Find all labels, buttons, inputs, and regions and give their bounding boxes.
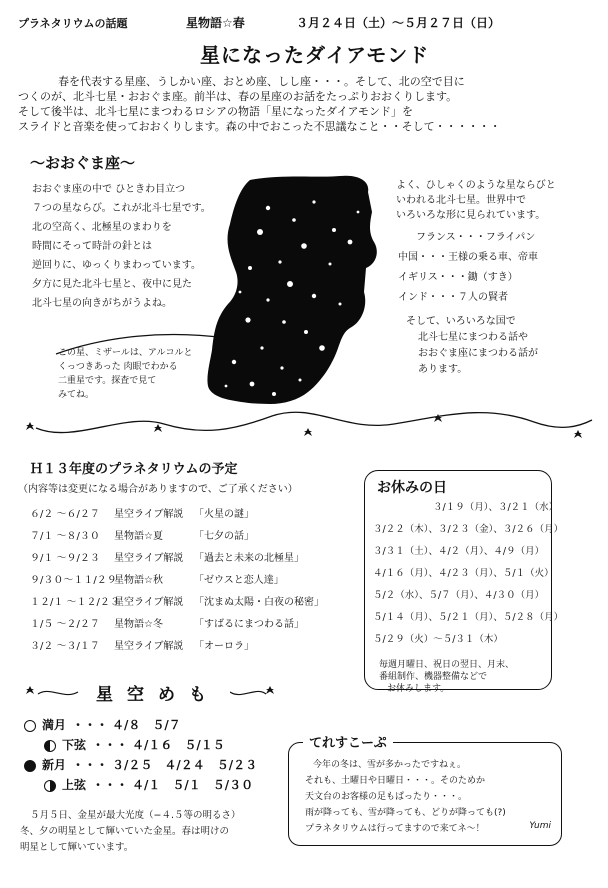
schedule-program: 「沈まぬ太陽・白夜の秘密」 — [194, 597, 324, 608]
schedule-period: ７/１ 〜８/３０ — [30, 531, 100, 542]
schedule-note: （内容等は変更になる場合がありますので、ご了承ください） — [18, 484, 298, 495]
schedule-row — [30, 640, 360, 662]
mizar-note — [58, 346, 192, 402]
mizar-line: みてね。 — [58, 390, 95, 400]
schedule-period: ９/１ 〜９/２３ — [30, 553, 100, 564]
ursa-right-line: いろいろな形に見られています。 — [396, 210, 546, 221]
last-quarter-moon-icon — [44, 740, 56, 752]
holiday-dates — [373, 499, 564, 653]
note-line: 天文台のお客様の足もぱったり・・・。 — [305, 792, 468, 802]
schedule-kind: 星物語☆夏 — [114, 531, 163, 542]
new-moon-icon — [24, 760, 36, 772]
moon-dates: ３/２５ ４/２４ ５/２３ — [112, 758, 258, 772]
star-icon — [434, 414, 442, 422]
schedule-row — [30, 596, 360, 618]
schedule-period: ９/３０〜１１/２９ — [30, 575, 117, 586]
closing-line: そして、いろいろな国で — [406, 316, 516, 327]
moon-row-full — [24, 716, 257, 736]
intro-line: スライドと音楽を使っておおくりします。森の中でおこった不思議なこと・・そして・・・・・・ — [18, 120, 501, 133]
mizar-line: くっつきあった 肉眼でわかる — [58, 362, 178, 372]
first-quarter-moon-icon — [44, 780, 56, 792]
schedule-period: ３/２ 〜３/１７ — [30, 641, 100, 652]
schedule-program: 「七夕の話」 — [194, 531, 254, 542]
header-topic: プラネタリウムの話題 — [18, 17, 128, 30]
note-line: 雨が降っても、雪が降っても、どりが降っても(?) — [305, 808, 506, 818]
schedule-program: 「火星の謎」 — [194, 509, 254, 520]
moon-row-new — [24, 756, 257, 776]
venus-line: ５月５日、金星が最大光度（−４.５等の明るさ） — [30, 810, 241, 821]
moon-dots: ・・・ — [72, 758, 109, 772]
telescope-note-title: てれすこーぷ — [303, 732, 393, 751]
holiday-date: ３/１９（月）、３/２１（水） — [433, 502, 559, 513]
holidays-footer — [379, 659, 549, 695]
ursa-right-line: いわれる北斗七星。世界中で — [396, 195, 526, 206]
schedule-row — [30, 574, 360, 596]
holiday-date: ３/２２（木）、３/２３（金）、３/２６（月） — [373, 524, 564, 535]
moon-label: 下弦 — [62, 738, 87, 752]
star-icon — [154, 424, 162, 432]
moon-dates: ４/８ ５/７ — [112, 718, 181, 732]
main-title: 星になったダイアモンド — [200, 43, 430, 67]
schedule-period: １/５ 〜２/２７ — [30, 619, 100, 630]
schedule-program: 「ゼウスと恋人達」 — [194, 575, 284, 586]
moon-row-last-quarter — [24, 736, 257, 756]
schedule-row — [30, 618, 360, 640]
ursa-right-text — [396, 178, 606, 223]
ursa-right-line: よく、ひしゃくのような星ならびと — [396, 180, 556, 191]
moon-dates: ４/１ ５/１ ５/３０ — [132, 778, 254, 792]
full-moon-icon — [24, 720, 36, 732]
ursa-line: おおぐま座の中で ひときわ目立つ — [32, 184, 186, 195]
moon-memo-title: 星空めも — [96, 685, 220, 705]
moon-label: 上弦 — [62, 778, 87, 792]
country-item: フランス・・・フライパン — [416, 232, 536, 243]
closing-line: 北斗七星にまつわる話や — [418, 332, 528, 343]
schedule-row — [30, 508, 360, 530]
closing-line: あります。 — [418, 364, 468, 375]
note-line: それも、土曜日や日曜日・・・。そのためか — [305, 776, 486, 786]
schedule-list — [30, 508, 360, 662]
moon-dates: ４/１６ ５/１５ — [132, 738, 225, 752]
ursa-line: 北の空高く、北極星のまわりを — [32, 222, 172, 233]
star-icon — [304, 428, 312, 436]
intro-line: そして後半は、北斗七星にまつわるロシアの物語「星になったダイアモンド」を — [18, 105, 414, 118]
ursa-line: 北斗七星の向きがちがうよね。 — [32, 298, 172, 309]
holidays-footer-line: 毎週月曜日、祝日の翌日、月末、 — [379, 660, 515, 670]
schedule-row — [30, 552, 360, 574]
moon-phases — [24, 716, 257, 796]
moon-dots: ・・・ — [72, 718, 109, 732]
ursa-line: ７つの星ならび。これが北斗七星です。 — [32, 203, 211, 214]
intro-line: つくのが、北斗七星・おおぐま座。前半は、春の星座のお話をたっぷりおおくりします。 — [18, 90, 458, 103]
schedule-kind: 星空ライブ解説 — [114, 553, 184, 564]
schedule-kind: 星物語☆秋 — [114, 575, 163, 586]
ursa-line: 逆回りに、ゆっくりまわっています。 — [32, 260, 201, 271]
schedule-kind: 星物語☆冬 — [114, 619, 163, 630]
holiday-date: ４/１６（月）、４/２３（月）、５/１（火） — [373, 568, 554, 579]
note-signature: Yumi — [529, 821, 551, 831]
note-line: 今年の冬は、雪が多かったですねぇ。 — [313, 760, 467, 770]
holiday-date: ３/３１（土）、４/２（月）、４/９（月） — [373, 546, 545, 557]
country-list — [398, 228, 608, 308]
holiday-date: ５/１４（月）、５/２１（月）、５/２８（月） — [373, 612, 564, 623]
holidays-box — [364, 470, 564, 694]
schedule-kind: 星空ライブ解説 — [114, 509, 184, 520]
star-icon — [574, 430, 582, 438]
holiday-date: ５/２９（火）〜５/３１（木） — [373, 634, 503, 645]
header-program: 星物語☆春 — [186, 16, 245, 30]
star-icon — [26, 422, 34, 430]
schedule-program: 「オーロラ」 — [194, 641, 254, 652]
schedule-program: 「過去と未来の北極星」 — [194, 553, 304, 564]
mizar-line: 二重星です。探査で見て — [58, 376, 157, 386]
mizar-line: この星、ミザールは、アルコルと — [58, 348, 193, 358]
venus-line: 冬、夕の明星として輝いていた金星。春は明けの — [20, 826, 230, 837]
telescope-note-body — [305, 757, 557, 837]
schedule-program: 「すばるにまつわる話」 — [194, 619, 304, 630]
moon-row-first-quarter — [24, 776, 257, 796]
holidays-title: お休みの日 — [377, 480, 447, 496]
schedule-title: Ｈ１３年度のプラネタリウムの予定 — [30, 462, 238, 477]
venus-line: 明星として輝いています。 — [20, 842, 134, 853]
ursa-line: 夕方に見た北斗七星と、夜中に見た — [32, 279, 192, 290]
ursa-major-starfield — [190, 172, 400, 408]
header-dates: ３月２４日（土）〜５月２７日（日） — [296, 16, 501, 30]
star-wave-left — [20, 682, 80, 704]
holidays-footer-line: 番組制作、機器整備などで — [379, 672, 488, 682]
holidays-footer-line: お休みします。 — [387, 684, 450, 694]
schedule-kind: 星空ライブ解説 — [114, 641, 184, 652]
moon-label: 新月 — [42, 758, 67, 772]
schedule-period: １２/１ 〜１２/２３ — [30, 597, 120, 608]
venus-note — [20, 808, 290, 856]
intro-text — [18, 74, 598, 134]
star-wave-divider — [14, 402, 600, 448]
ursa-closing — [406, 314, 606, 378]
note-line: プラネタリウムは行ってますので来てネ〜！ — [305, 824, 485, 834]
schedule-period: ６/２ 〜６/２７ — [30, 509, 100, 520]
country-item: イギリス・・・鋤（すき） — [398, 272, 518, 283]
schedule-kind: 星空ライブ解説 — [114, 597, 184, 608]
ursa-heading: 〜おおぐま座〜 — [30, 154, 136, 172]
star-wave-right — [230, 682, 280, 704]
holiday-date: ５/２（水）、５/７（月）、４/３０（月） — [373, 590, 545, 601]
intro-line: 春を代表する星座、うしかい座、おとめ座、しし座・・・。そして、北の空で目に — [58, 75, 465, 88]
country-item: インド・・・７人の賢者 — [398, 292, 508, 303]
closing-line: おおぐま座にまつわる話が — [418, 348, 538, 359]
country-item: 中国・・・王様の乗る車、帝車 — [398, 252, 538, 263]
ursa-line: 時間にそって時計の針とは — [32, 241, 152, 252]
moon-dots: ・・・ — [92, 778, 129, 792]
schedule-row — [30, 530, 360, 552]
moon-dots: ・・・ — [92, 738, 129, 752]
telescope-note-box — [288, 736, 562, 846]
moon-label: 満月 — [42, 718, 67, 732]
